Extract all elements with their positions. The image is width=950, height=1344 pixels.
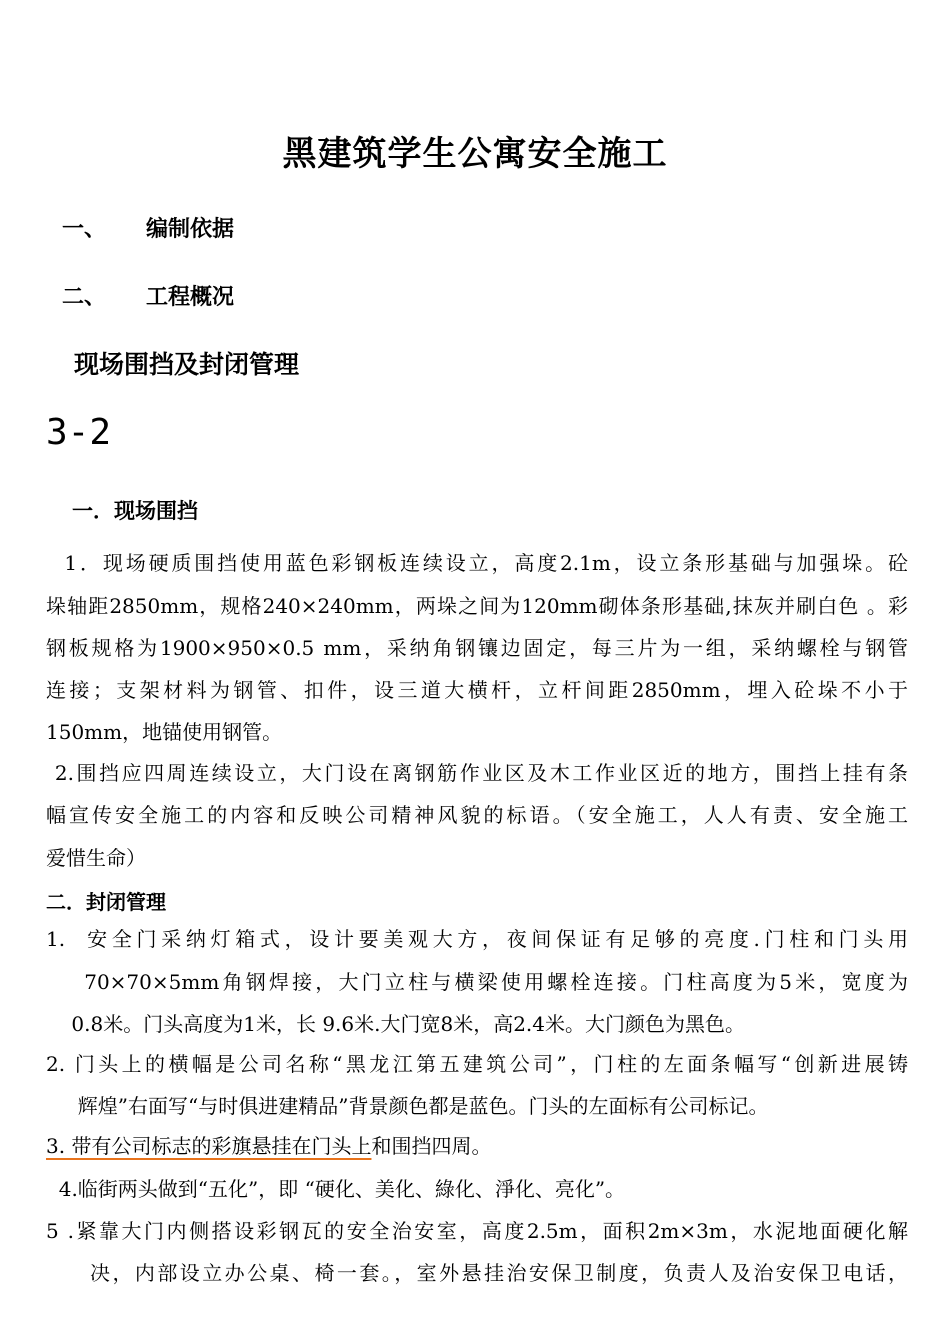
- section-code: 3-2: [46, 412, 112, 453]
- list-line: 1. 安全门采纳灯箱式，设计要美观大方，夜间保证有足够的亮度.门柱和门头用: [46, 927, 908, 951]
- section-heading-2: 工程概况: [146, 285, 235, 310]
- list-line: 决，内部设立办公桌、椅一套。，室外悬挂治安保卫制度，负责人及治安保卫电话，: [46, 1261, 908, 1285]
- document-title: 黑建筑学生公寓安全施工: [282, 134, 668, 174]
- paragraph-line: 2.围挡应四周连续设立，大门设在离钢筋作业区及木工作业区近的地方，围挡上挂有条: [46, 761, 908, 785]
- paragraph-line: 1．现场硬质围挡使用蓝色彩钢板连续设立，高度2.1m，设立条形基础与加强垛。砼: [46, 551, 908, 575]
- subsection-heading: 现场围挡及封闭管理: [74, 350, 300, 379]
- list-item-3: [46, 1133, 908, 1159]
- list-line: 0.8米。门头高度为1米，长 9.6米.大门宽8米，高2.4米。大门颜色为黑色。: [46, 1012, 746, 1036]
- section-number-1: 一、: [62, 217, 107, 242]
- list-line: 70×70×5mm角钢焊接，大门立柱与横梁使用螺栓连接。门柱高度为5米，宽度为: [46, 970, 908, 994]
- list-item-3-rest: 和围挡四周。: [371, 1134, 492, 1158]
- list-line: 辉煌”右面写“与时俱进建精品”背景颜色都是蓝色。门头的左面标有公司标记。: [46, 1094, 769, 1118]
- paragraph-line: 垛轴距2850mm，规格240×240mm，两垛之间为120mm砌体条形基础,抹灰并刷白色 。彩: [46, 594, 908, 618]
- subheading-closed-management: 二．封闭管理: [46, 890, 166, 914]
- section-number-2: 二、: [62, 285, 107, 310]
- list-line: 5 .紧靠大门内侧搭设彩钢瓦的安全治安室，高度2.5m，面积2m×3m，水泥地面硬化解: [46, 1219, 908, 1243]
- subheading-site-fence: 一．现场围挡: [72, 499, 198, 523]
- paragraph-line: 爱惜生命）: [46, 846, 146, 870]
- underlined-text: 3. 带有公司标志的彩旗悬挂在门头上: [46, 1134, 372, 1158]
- paragraph-line: 钢板规格为1900×950×0.5 mm，采纳角钢镶边固定，每三片为一组，采纳螺栓与钢管: [46, 636, 908, 660]
- list-line: 2. 门头上的横幅是公司名称“黑龙江第五建筑公司”，门柱的左面条幅写“创新进展铸: [46, 1052, 908, 1076]
- paragraph-line: 幅宣传安全施工的内容和反映公司精神风貌的标语。（安全施工，人人有责、安全施工: [46, 803, 908, 827]
- section-heading-1: 编制依据: [146, 217, 235, 242]
- paragraph-line: 连接；支架材料为钢管、扣件，设三道大横杆，立杆间距2850mm，埋入砼垛不小于: [46, 678, 908, 702]
- paragraph-line: 150mm，地锚使用钢管。: [46, 720, 283, 744]
- list-item-4: 4.临街两头做到“五化”，即 “硬化、美化、綠化、淨化、亮化”。: [46, 1177, 626, 1201]
